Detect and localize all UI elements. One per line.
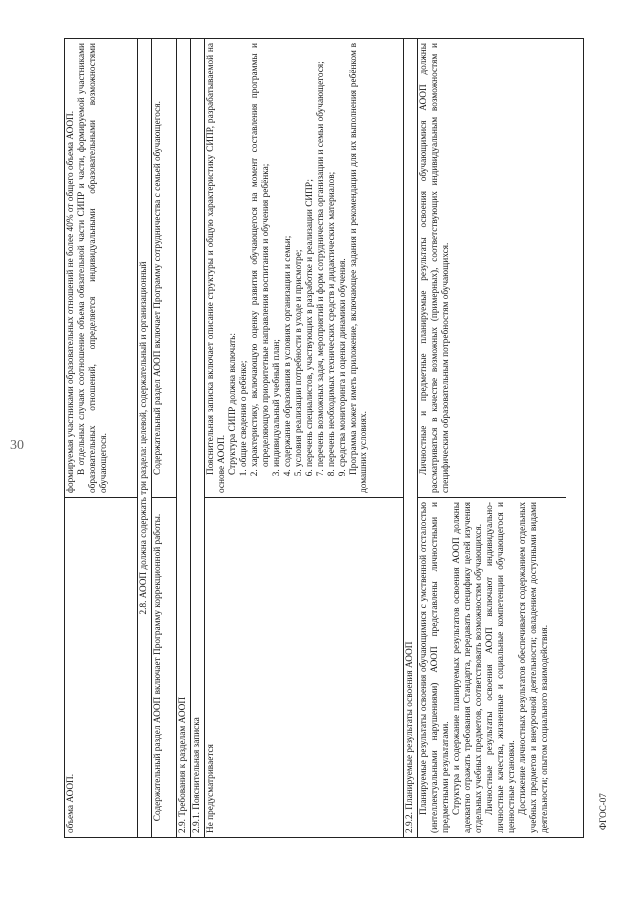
list-item: 7. перечень возможных задач, мероприятий и форм сотрудничества организации и семьи обучающегося; bbox=[316, 43, 327, 467]
cell-text: Программа может иметь приложение, включающее задания и рекомендации для их выполнения ребёнком в домашних условиях. bbox=[348, 43, 370, 493]
cell-text: Личностные результаты освоения АООП включают индивидуально-личностные качества, жизненные и социальные компетенции обучающегося и ценностные установки. bbox=[484, 502, 517, 833]
cell-text: Содержательный раздел АООП включает Программу коррекционной работы. bbox=[152, 513, 163, 822]
list-item: 3. индивидуальный учебный план; bbox=[272, 43, 283, 467]
footer-code: ФГОС-07 bbox=[598, 793, 608, 830]
subsection-heading: 2.9.2. Планируемые результаты освоения АООП bbox=[404, 641, 415, 833]
section-heading: 2.8. АООП должна содержать три раздела: целевой, содержательный и организационный bbox=[139, 261, 149, 615]
right-cell bbox=[418, 39, 566, 497]
cell-text: Личностные и предметные планируемые результаты освоения обучающимися АООП должны рассматриваться в качестве возможных (примерных), соответствующих индивидуальным возможностям и специфическим образовательным потребностям обучающихся. bbox=[418, 43, 451, 493]
list-item: 2. характеристику, включающую оценку развития обучающегося на момент составления программы и определяющую приоритетные направления воспитания и обучения ребёнка; bbox=[250, 43, 272, 467]
cell-text: Структура и содержание планируемых результатов освоения АООП должны адекватно отражать требования Стандарта, передавать специфику целей изучения отдельных учебных предметов, соответствовать возможностям обучающихся. bbox=[451, 502, 484, 833]
cell-text: Не предусматривается bbox=[205, 744, 216, 833]
cell-text: формируемая участниками образовательных отношений не более 40% от общего объема АООП. bbox=[66, 110, 76, 493]
section-heading-row bbox=[138, 39, 152, 837]
section-heading-row bbox=[404, 39, 418, 837]
subsection-heading: 2.9.1. Пояснительная записка bbox=[191, 717, 202, 833]
section-heading: 2.9. Требования к разделам АООП bbox=[177, 696, 188, 833]
table-row bbox=[152, 39, 177, 837]
structure-list bbox=[239, 43, 349, 493]
left-cell bbox=[205, 497, 403, 837]
table-row bbox=[65, 39, 138, 837]
cell-text: Пояснительная записка включает описание структуры и общую характеристику СИПР, разрабатываемой на основе АООП. bbox=[205, 43, 227, 493]
right-cell bbox=[205, 39, 403, 497]
section-heading-row bbox=[191, 39, 205, 837]
list-item: 1. общие сведения о ребёнке; bbox=[239, 43, 250, 467]
list-item: 9. средства мониторинга и оценки динамики обучения. bbox=[338, 43, 349, 467]
requirements-table bbox=[64, 38, 584, 838]
cell-text: Планируемые результаты освоения обучающимися с умственной отсталостью (интеллектуальными нарушениями) АООП представлены личностными и предметными результатами. bbox=[418, 502, 451, 833]
list-item: 6. перечень специалистов, участвующих в разработке и реализации СИПР; bbox=[305, 43, 316, 467]
list-item: 8. перечень необходимых технических средств и дидактических материалов; bbox=[327, 43, 338, 467]
cell-text: Содержательный раздел АООП включает Программу сотрудничества с семьей обучающегося. bbox=[152, 101, 163, 475]
cell-text: объема АООП. bbox=[66, 773, 76, 833]
list-item: 4. содержание образования в условиях организации и семьи; bbox=[283, 43, 294, 467]
table-row bbox=[205, 39, 404, 837]
right-cell bbox=[65, 39, 137, 497]
table-row bbox=[418, 39, 566, 837]
left-cell bbox=[65, 497, 137, 837]
left-cell bbox=[418, 497, 566, 837]
cell-text: Структура СИПР должна включать: bbox=[227, 333, 238, 475]
page-number: 30 bbox=[10, 438, 24, 453]
section-heading-row bbox=[177, 39, 191, 837]
right-cell bbox=[152, 39, 176, 497]
list-item: 5. условия реализации потребности в уходе и присмотре; bbox=[294, 43, 305, 467]
left-cell bbox=[152, 497, 176, 837]
cell-text: Достижение личностных результатов обеспечивается содержанием отдельных учебных предметов и внеурочной деятельности; овладением доступными видами деятельности; опытом социального взаимодействия. bbox=[517, 502, 550, 833]
cell-text: В отдельных случаях соотношение объема обязательной части СИПР и части, формируемой участниками образовательных отношений, определяется индивидуальными образовательными возможностями обучающегося. bbox=[76, 43, 109, 493]
